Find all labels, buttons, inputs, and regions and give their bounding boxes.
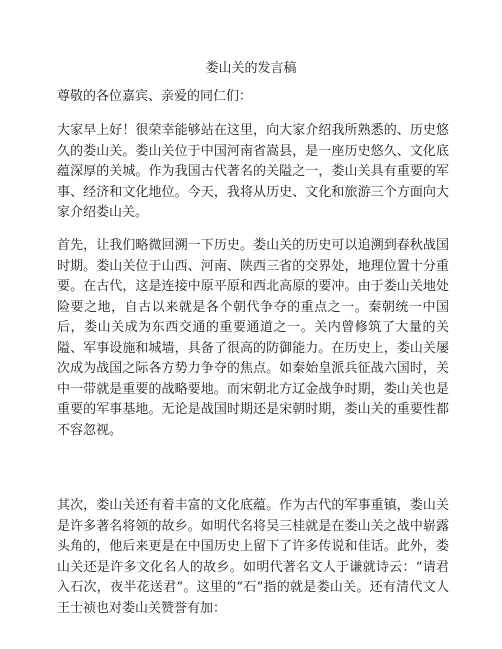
paragraph-intro: 大家早上好！很荣幸能够站在这里，向大家介绍我所熟悉的、历史悠久的娄山关。娄山关位于中国河南省嵩县，是一座历史悠久、文化底蕴深厚的关城。作为我国古代著名的关隘之一，娄山关具有重要的军事、经济和文化地位。今天，我将从历史、文化和旅游三个方面向大家介绍娄山关。: [57, 123, 449, 220]
greeting: 尊敬的各位嘉宾、亲爱的同仁们：: [57, 89, 253, 104]
document-title: 娄山关的发言稿: [205, 61, 297, 76]
paragraph-history: 首先，让我们略微回溯一下历史。娄山关的历史可以追溯到春秋战国时期。娄山关位于山西、河南、陕西三省的交界处，地理位置十分重要。在古代，这是连接中原平原和西北高原的要冲。由于娄山关地处险要之地，自古以来就是各个朝代争夺的重点之一。秦朝统一中国后，娄山关成为东西交通的重要通道之一。关内曾修筑了大量的关隘、军事设施和城墙，具备了很高的防御能力。在历史上，娄山关屡次成为战国之际各方势力争夺的焦点。如秦始皇派兵征战六国时，关中一带就是重要的战略要地。而宋朝北方辽金战争时期，娄山关也是重要的军事基地。无论是战国时期还是宋朝时期，娄山关的重要性都不容忽视。: [57, 238, 449, 438]
paragraph-culture: 其次，娄山关还有着丰富的文化底蕴。作为古代的军事重镇，娄山关是许多著名将领的故乡。如明代名将吴三桂就是在娄山关之战中崭露头角的，他后来更是在中国历史上留下了许多传说和佳话。此外，娄山关还是许多文化名人的故乡。如明代著名文人于谦就诗云：“请君入石次，夜半花送君”。这里的“石”指的就是娄山关。还有清代文人王士祯也对娄山关赞誉有加：: [57, 498, 449, 616]
